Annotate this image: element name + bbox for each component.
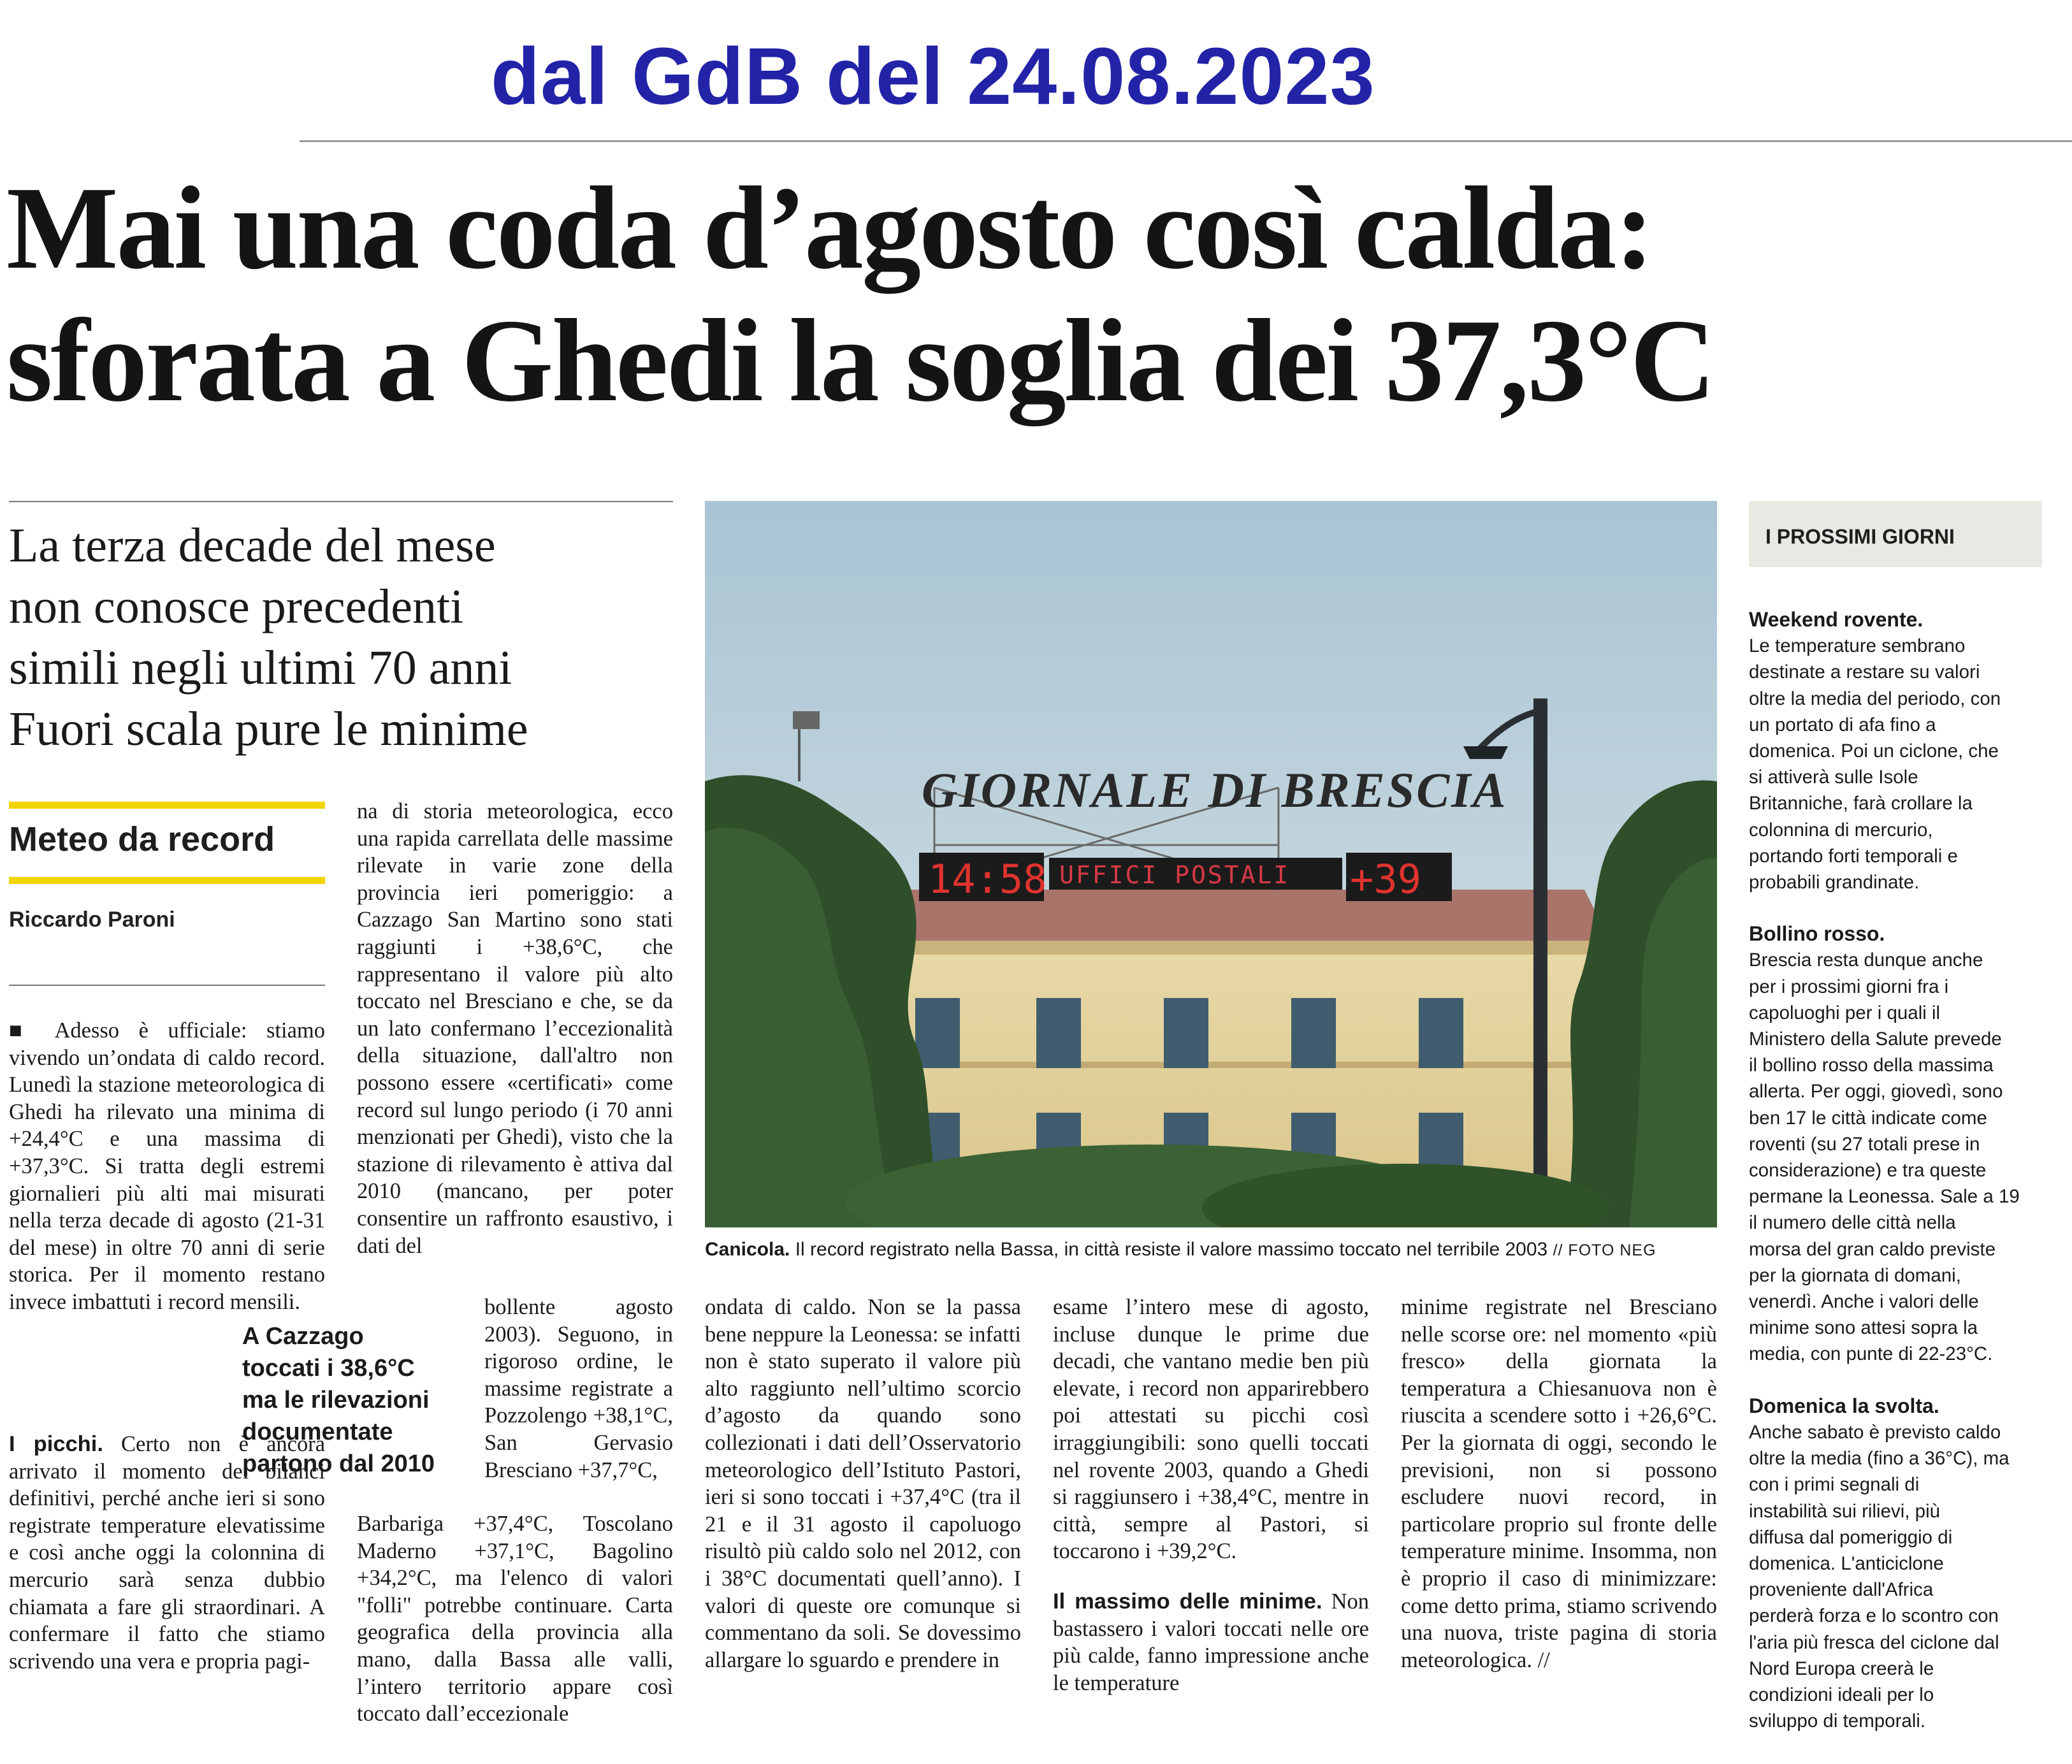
- body-paragraph: Barbariga +37,4°C, Toscolano Maderno +37,1°C, Bagolino +34,2°C, ma l'elenco di valori "folli" potrebbe continuare. Carta geografica della provincia alla mano, dalla Bassa alle valli, l’intero territorio appare così toccato dall’eccezionale: [357, 1512, 673, 1726]
- sidebar-line: l'aria più fresca del ciclone dal: [1749, 1631, 1999, 1653]
- photo-illustration: [705, 501, 1717, 1227]
- body-column-2-top: [357, 798, 673, 1259]
- kicker-rule-bottom: [9, 877, 325, 884]
- pullquote-line: ma le rilevazioni: [242, 1387, 430, 1413]
- sidebar-line: media, con punte di 22-23°C.: [1749, 1343, 1993, 1365]
- body-paragraph: bollente agosto 2003). Seguono, in rigoroso ordine, le massime registrate a Pozzolengo +38,1°C, San Gervasio Bresciano +37,7°C,: [484, 1295, 673, 1482]
- subhead-line: La terza decade del mese: [9, 519, 496, 572]
- body-paragraph: ■ Adesso è ufficiale: stiamo vivendo un’ondata di caldo record. Lunedì la stazione meteorologica di Ghedi ha rilevato una minima di +24,4°C e una massima di +37,3°C. Si tratta degli estremi giornalieri più alti mai misurati nella terza decade di agosto (21-31 del mese) in oltre 70 anni di serie storica. Per il momento restano invece imbattuti i record mensili.: [9, 1018, 325, 1314]
- sidebar-line: domenica. L'anticiclone: [1749, 1552, 1944, 1574]
- subhead-rule: [9, 501, 673, 502]
- top-rule: [300, 140, 2072, 142]
- sidebar-line: venerdì. Anche i valori delle: [1749, 1291, 1979, 1313]
- body-paragraph: minime registrate nel Bresciano nelle scorse ore: nel momento «più fresco» della giornata la temperatura a Chiesanuova non è riuscita a scendere sotto i +26,6°C. Per la giornata di oggi, secondo le previsioni, non si possono escludere nuovi record, in particolare proprio sul fronte delle temperature minime. Insomma, non è proprio il caso di minimizzare: come detto prima, stiamo scrivendo una nuova, triste pagina di storia meteorologica. //: [1401, 1295, 1717, 1672]
- paragraph-text: Certo non è ancora arrivato il momento dei bilanci definitivi, perché anche ieri si sono registrate temperature elevatissime e così anche oggi la colonnina di mercurio sarà senza dubbio chiamata a fare gli straordinari. A confermare il fatto che stiamo scrivendo una vera e propria pagi-: [9, 1432, 326, 1674]
- sidebar-forecast: [1749, 607, 2048, 1734]
- headline-line-2: sforata a Ghedi la soglia dei 37,3°C: [6, 295, 1714, 426]
- sidebar-line: Britanniche, farà crollare la: [1749, 793, 1973, 814]
- sidebar-section-title: Domenica la svolta.: [1749, 1394, 1939, 1417]
- sidebar-line: capoluoghi per i quali il: [1749, 1002, 1941, 1023]
- pullquote-line: documentate: [242, 1419, 393, 1445]
- subhead-line: simili negli ultimi 70 anni: [9, 641, 512, 695]
- sidebar-line: un portato di afa fino a: [1749, 714, 1936, 735]
- led-ticker: UFFICI POSTALI: [1059, 861, 1291, 889]
- sidebar-line: ben 17 le città indicate come: [1749, 1107, 1987, 1129]
- sidebar-line: proveniente dall'Africa: [1749, 1579, 1934, 1601]
- led-clock: 14:58: [928, 856, 1047, 902]
- sidebar-line: destinate a restare su valori: [1749, 662, 1980, 683]
- sidebar-line: considerazione) e tra queste: [1749, 1160, 1987, 1182]
- sidebar-line: per la giornata di domani,: [1749, 1264, 1961, 1286]
- body-column-3: [705, 1294, 1021, 1674]
- kicker: Meteo da record: [9, 820, 275, 858]
- sidebar-line: il bollino rosso della massima: [1749, 1055, 1994, 1076]
- photo-caption: [705, 1239, 1725, 1261]
- sidebar-line: si attiverà sulle Isole: [1749, 767, 1918, 788]
- sidebar-line: Anche sabato è previsto caldo: [1749, 1421, 2001, 1443]
- sidebar-line: probabili grandinate.: [1749, 872, 1920, 893]
- sidebar-line: perderà forza e lo scontro con: [1749, 1605, 1999, 1627]
- pullquote-line: toccati i 38,6°C: [242, 1355, 415, 1382]
- sidebar-line: condizioni ideali per lo: [1749, 1684, 1934, 1705]
- sidebar-header: I PROSSIMI GIORNI: [1765, 525, 1955, 548]
- sidebar-line: Le temperature sembrano: [1749, 635, 1966, 657]
- pullquote-line: A Cazzago: [242, 1323, 364, 1350]
- photo-credit: // FOTO NEG: [1553, 1241, 1656, 1259]
- sidebar-line: sviluppo di temporali.: [1749, 1710, 1926, 1732]
- sidebar-line: portando forti temporali e: [1749, 845, 1958, 867]
- kicker-rule-top: [9, 802, 325, 809]
- sidebar-line: instabilità sui rilievi, più: [1749, 1500, 1941, 1522]
- paragraph-text: Non bastassero i valori toccati nelle ore più calde, fanno impressione anche le temperature: [1053, 1589, 1369, 1695]
- body-column-1-intro: [9, 1017, 325, 1316]
- source-banner: dal GdB del 24.08.2023: [491, 31, 1375, 121]
- subhead-line: Fuori scala pure le minime: [9, 702, 528, 756]
- body-paragraph: [1053, 1588, 1369, 1696]
- subhead: [9, 515, 685, 760]
- sidebar-line: per i prossimi giorni fra i: [1749, 976, 1949, 997]
- sidebar-line: Ministero della Salute prevede: [1749, 1029, 2002, 1050]
- sidebar-line: domenica. Poi un ciclone, che: [1749, 741, 1999, 762]
- byline: Riccardo Paroni: [9, 907, 175, 932]
- body-column-2-narrow: [484, 1294, 673, 1484]
- sidebar-line: Brescia resta dunque anche: [1749, 950, 1983, 971]
- headline-line-1: Mai una coda d’agosto così calda:: [6, 163, 1653, 294]
- pullquote-line: partono dal 2010: [242, 1450, 435, 1477]
- body-column-4: [1053, 1294, 1369, 1696]
- sidebar-line: il numero delle città nella: [1749, 1212, 1956, 1234]
- sidebar-line: oltre la media (fino a 36°C), ma: [1749, 1448, 2010, 1470]
- body-paragraph: na di storia meteorologica, ecco una rapida carrellata delle massime rilevate in varie zone della provincia ieri pomeriggio: a Cazzago San Martino sono stati raggiunti i +38,6°C, che rappresentano il valore più alto toccato nel Bresciano e che, se da un lato confermano l’eccezionalità della situazione, dall'altro non possono essere «certificati» come record sul lungo periodo (i 70 anni menzionati per Ghedi), visto che la stazione di rilevamento è attiva dal 2010 (mancano, per poter consentire un raffronto esaustivo, i dati del: [357, 799, 673, 1258]
- sidebar-section-title: Bollino rosso.: [1749, 922, 1885, 946]
- byline-rule: [9, 985, 325, 986]
- body-column-5: [1401, 1294, 1717, 1674]
- body-paragraph: esame l’intero mese di agosto, incluse dunque le prime due decadi, che vantano medie ben più elevate, i record non apparirebbero poi attestati su picchi così irraggiungibili: sono quelli toccati nel rovente 2003, quando a Ghedi si raggiunsero i +38,4°C, mentre in città, sempre al Pastori, si toccarono i +39,2°C.: [1053, 1295, 1369, 1564]
- caption-text: Il record registrato nella Bassa, in città resiste il valore massimo toccato nel terribile 2003: [795, 1239, 1548, 1260]
- sign-text: GIORNALE DI BRESCIA: [922, 762, 1508, 818]
- sidebar-line: minime sono attesi sopra la: [1749, 1317, 1978, 1339]
- sidebar-line: diffusa dal pomeriggio di: [1749, 1526, 1953, 1548]
- pullquote: [242, 1320, 472, 1480]
- sidebar-line: con i primi segnali di: [1749, 1474, 1920, 1496]
- body-paragraph: ondata di caldo. Non se la passa bene neppure la Leonessa: se infatti non è stato superato il valore più alto raggiunto nell’ultimo scorcio d’agosto da quando sono collezionati i dati dell’Osservatorio meteorologico dell’Istituto Pastori, ieri si sono toccati i +37,4°C (tra il 21 e il 31 agosto il capoluogo risultò più caldo solo nel 2012, con i 38°C documentati quell’anno). I valori di queste ore comunque si commentano da soli. Se dovessimo allargare lo sguardo e prendere in: [705, 1295, 1021, 1672]
- sidebar-line: colonnina di mercurio,: [1749, 819, 1933, 841]
- sidebar-line: Nord Europa creerà le: [1749, 1658, 1934, 1679]
- sidebar-line: permane la Leonessa. Sale a 19: [1749, 1186, 2020, 1208]
- paragraph-lead: Il massimo delle minime.: [1053, 1589, 1322, 1614]
- led-temperature: +39: [1350, 856, 1421, 902]
- sidebar-section-title: Weekend rovente.: [1749, 608, 1923, 631]
- caption-lead: Canicola.: [705, 1239, 790, 1260]
- photo-giornale-di-brescia-building: [705, 501, 1717, 1227]
- sidebar-line: oltre la media del periodo, con: [1749, 688, 2001, 709]
- sidebar-line: allerta. Per oggi, giovedì, sono: [1749, 1081, 2003, 1102]
- subhead-line: non conosce precedenti: [9, 580, 464, 633]
- sidebar-line: roventi (su 27 totali prese in: [1749, 1133, 1980, 1155]
- paragraph-lead: I picchi.: [9, 1432, 103, 1456]
- body-column-2-bottom: [357, 1510, 673, 1728]
- sidebar-line: morsa del gran caldo previste: [1749, 1238, 1996, 1260]
